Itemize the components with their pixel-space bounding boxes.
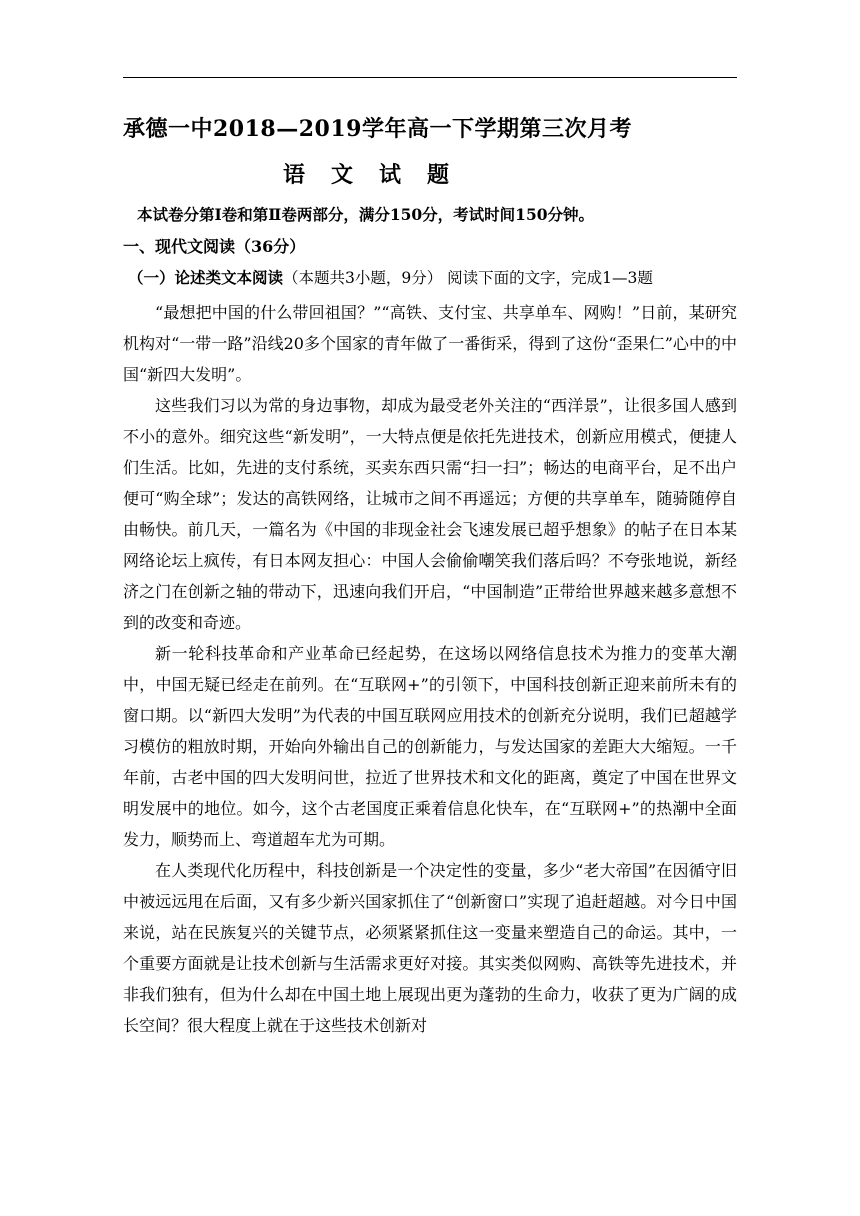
exam-title: 承德一中2018—2019学年高一下学期第三次月考: [123, 116, 632, 142]
paragraph: “最想把中国的什么带回祖国？”“高铁、支付宝、共享单车、网购！”日前，某研究机构对“一带一路”沿线20多个国家的青年做了一番街采，得到了这份“歪果仁”心中的中国“新四大发明”。: [123, 303, 737, 384]
exam-subtitle: 语文试题: [283, 162, 476, 188]
reading-passage: [123, 297, 737, 1041]
paragraph: 在人类现代化历程中，科技创新是一个决定性的变量，多少“老大帝国”在因循守旧中被远远甩在后面，又有多少新兴国家抓住了“创新窗口”实现了追赶超越。对今日中国来说，站在民族复兴的关键节点，必须紧紧抓住这一变量来塑造自己的命运。其中，一个重要方面就是让技术创新与生活需求更好对接。其实类似网购、高铁等先进技术，并非我们独有，但为什么却在中国土地上展现出更为蓬勃的生命力，收获了更为广阔的成长空间？很大程度上就在于这些技术创新对: [123, 861, 737, 1035]
sub-heading-label: （一）论述类文本阅读: [128, 268, 284, 287]
paragraph: 新一轮科技革命和产业革命已经起势，在这场以网络信息技术为推力的变革大潮中，中国无疑已经走在前列。在“互联网+”的引领下，中国科技创新正迎来前所未有的窗口期。以“新四大发明”为代表的中国互联网应用技术的创新充分说明，我们已超越学习模仿的粗放时期，开始向外输出自己的创新能力，与发达国家的差距大大缩短。一千年前，古老中国的四大发明问世，拉近了世界技术和文化的距离，奠定了中国在世界文明发展中的地位。如今，这个古老国度正乘着信息化快车，在“互联网+”的热潮中全面发力，顺势而上、弯道超车尤为可期。: [123, 644, 737, 849]
exam-instructions: 本试卷分第Ⅰ卷和第Ⅱ卷两部分，满分150分，考试时间150分钟。: [137, 205, 595, 224]
sub-heading: [128, 266, 653, 288]
paragraph: 这些我们习以为常的身边事物，却成为最受老外关注的“西洋景”，让很多国人感到不小的意外。细究这些“新发明”，一大特点便是依托先进技术，创新应用模式，便捷人们生活。比如，先进的支付系统，买卖东西只需“扫一扫”；畅达的电商平台，足不出户便可“购全球”；发达的高铁网络，让城市之间不再遥远；方便的共享单车，随骑随停自由畅快。前几天，一篇名为《中国的非现金社会飞速发展已超乎想象》的帖子在日本某网络论坛上疯传，有日本网友担心：中国人会偷偷嘲笑我们落后吗？不夸张地说，新经济之门在创新之轴的带动下，迅速向我们开启，“中国制造”正带给世界越来越多意想不到的改变和奇迹。: [123, 396, 737, 632]
header-rule: [123, 77, 737, 78]
sub-heading-detail: （本题共3小题，9分） 阅读下面的文字，完成1—3题: [283, 269, 653, 287]
section-heading: 一、现代文阅读（36分）: [123, 237, 306, 256]
